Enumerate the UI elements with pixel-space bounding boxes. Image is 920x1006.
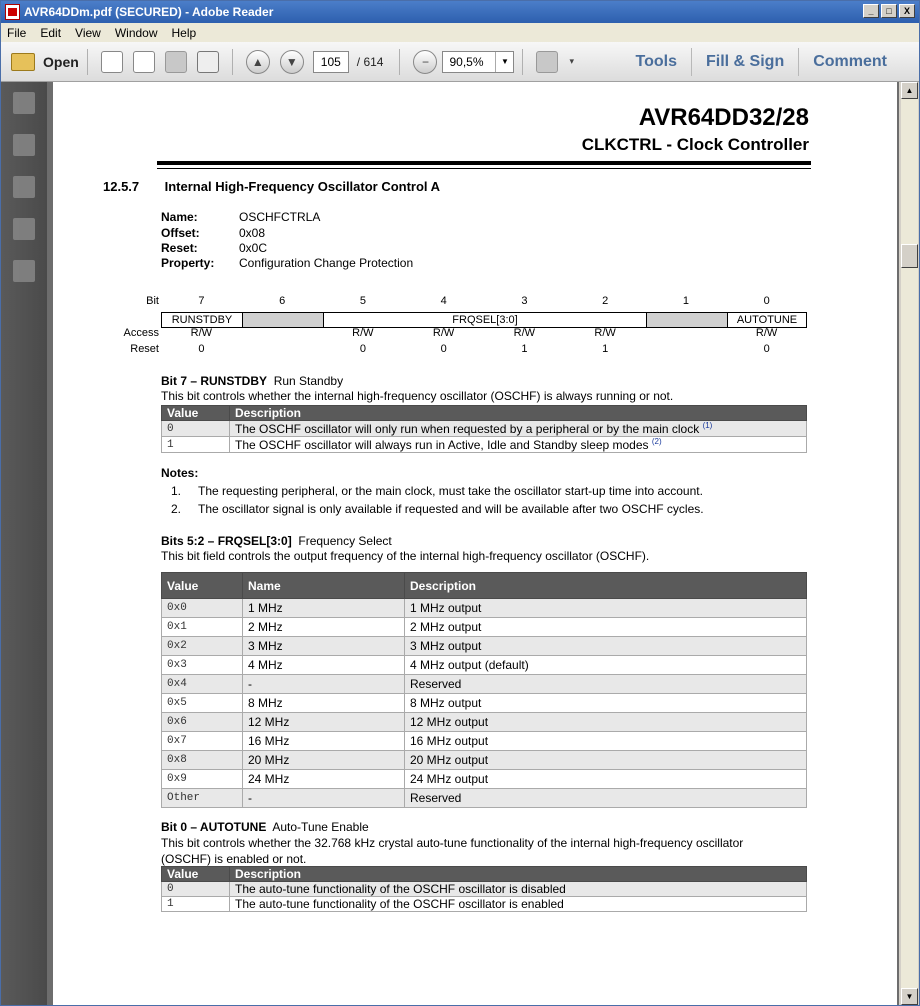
table-cell: 1 MHz [243, 599, 405, 618]
prop-key: Reset: [161, 241, 198, 255]
table-cell [230, 421, 807, 437]
menu-view[interactable]: View [75, 25, 101, 40]
table-cell: 0x0 [162, 599, 243, 618]
reset-value: 0 [440, 343, 447, 355]
prop-offset [161, 226, 265, 240]
table-cell: 24 MHz [243, 770, 405, 789]
access-value: R/W [755, 327, 778, 339]
menu-bar [1, 23, 919, 42]
close-button[interactable]: X [899, 4, 915, 18]
bit-number: 4 [440, 295, 447, 307]
access-label: Access [123, 327, 159, 339]
table-row [162, 882, 807, 897]
lock-icon[interactable] [13, 92, 35, 114]
open-label: Open [43, 53, 79, 70]
next-page-icon[interactable]: ▼ [280, 50, 304, 74]
page-number-input[interactable]: 105 [313, 51, 349, 73]
access-value [242, 327, 323, 339]
prop-key: Offset: [161, 226, 200, 240]
table-cell: 0x8 [162, 751, 243, 770]
table-cell: 8 MHz [243, 694, 405, 713]
section-heading [103, 179, 440, 194]
bit7-heading [161, 374, 343, 388]
zoom-out-icon[interactable]: − [413, 50, 437, 74]
reset-values [161, 343, 807, 355]
fill-sign-button[interactable]: Fill & Sign [706, 53, 785, 70]
access-value [646, 327, 727, 339]
pdf-page [53, 82, 897, 1005]
table-cell: 0x3 [162, 656, 243, 675]
notes-title [161, 466, 198, 480]
table-header: Value [162, 573, 243, 599]
field-reserved [243, 313, 324, 327]
table-cell: 0x5 [162, 694, 243, 713]
prop-value: Configuration Change Protection [239, 256, 414, 270]
fit-page-icon[interactable] [536, 51, 558, 73]
table-header: Description [230, 867, 807, 882]
row-text: The OSCHF oscillator will always run in Active, Idle and Standby sleep modes [235, 438, 649, 452]
attachment-icon[interactable] [13, 218, 35, 240]
window-title: AVR64DDm.pdf (SECURED) - Adobe Reader [24, 5, 274, 19]
access-value: R/W [513, 327, 536, 339]
document-area [47, 82, 899, 1005]
vertical-scrollbar[interactable] [901, 82, 918, 1005]
note-number: 2. [171, 502, 182, 516]
bit-number: 5 [359, 295, 366, 307]
bit0-table [161, 866, 807, 912]
reset-value [242, 343, 323, 355]
frqsel-table [161, 572, 807, 808]
table-cell: 3 MHz output [405, 637, 807, 656]
frqsel-heading-name: Frequency Select [298, 534, 392, 548]
prop-key: Property: [161, 256, 215, 270]
table-header: Name [243, 573, 405, 599]
table-row [162, 675, 807, 694]
note-number: 1. [171, 484, 182, 498]
table-row [162, 770, 807, 789]
reset-value: 1 [602, 343, 609, 355]
minimize-button[interactable]: _ [863, 4, 879, 18]
scroll-down-icon[interactable]: ▼ [901, 988, 918, 1005]
previous-page-icon[interactable]: ▲ [246, 50, 270, 74]
table-cell: - [243, 789, 405, 808]
table-cell: 8 MHz output [405, 694, 807, 713]
bit-label: Bit [146, 295, 159, 307]
footnote-ref[interactable]: (1) [702, 421, 713, 430]
bit-number: 1 [682, 295, 689, 307]
pdf-app-icon [5, 4, 20, 20]
table-row [162, 694, 807, 713]
page-count: / 614 [356, 54, 384, 69]
bit-number: 0 [763, 295, 770, 307]
table-cell: 2 MHz [243, 618, 405, 637]
register-fields [161, 312, 807, 328]
reset-value [646, 343, 727, 355]
toolbar-more-icon[interactable]: ▾ [569, 56, 575, 66]
bit7-table [161, 405, 807, 453]
prop-property [161, 256, 413, 270]
bit7-heading-bold: Bit 7 – RUNSTDBY [161, 374, 268, 388]
table-cell: 1 [162, 437, 230, 453]
table-cell: The auto-tune functionality of the OSCHF oscillator is disabled [230, 882, 807, 897]
zoom-value: 90,5% [449, 54, 484, 69]
table-cell: 4 MHz output (default) [405, 656, 807, 675]
header-rule-thin [157, 168, 811, 169]
tools-button[interactable]: Tools [635, 53, 677, 70]
toolbar-divider [232, 49, 233, 75]
table-cell: Reserved [405, 789, 807, 808]
title-bar [1, 1, 919, 23]
table-cell: 20 MHz [243, 751, 405, 770]
table-cell: 3 MHz [243, 637, 405, 656]
table-header: Value [162, 406, 230, 421]
section-title: Internal High-Frequency Oscillator Control A [164, 179, 441, 194]
reset-value: 1 [521, 343, 528, 355]
menu-file[interactable]: File [7, 25, 27, 40]
comment-button[interactable]: Comment [813, 53, 887, 70]
table-cell: 16 MHz [243, 732, 405, 751]
bit0-heading-name: Auto-Tune Enable [272, 820, 369, 834]
table-row [162, 732, 807, 751]
toolbar-divider [522, 49, 523, 75]
header-rule [157, 161, 811, 165]
open-button[interactable] [11, 53, 79, 71]
menu-help[interactable]: Help [171, 25, 197, 40]
table-cell: 0x1 [162, 618, 243, 637]
table-cell: Reserved [405, 675, 807, 694]
notes-title-text: Notes: [161, 466, 199, 480]
bit-number: 3 [521, 295, 528, 307]
section-number: 12.5.7 [103, 179, 140, 194]
bookmark-icon[interactable] [13, 176, 35, 198]
save-icon[interactable] [165, 51, 187, 73]
print-icon[interactable] [197, 51, 219, 73]
export-pdf-icon[interactable] [133, 51, 155, 73]
menu-edit[interactable]: Edit [40, 25, 62, 40]
table-row [162, 897, 807, 912]
table-cell: 2 MHz output [405, 618, 807, 637]
field-runstdby: RUNSTDBY [162, 313, 243, 327]
table-cell: Other [162, 789, 243, 808]
prop-name [161, 210, 320, 224]
table-cell [230, 437, 807, 453]
prop-value: 0x08 [239, 226, 266, 240]
table-cell: 0x6 [162, 713, 243, 732]
table-cell: 0x2 [162, 637, 243, 656]
doc-header-title: AVR64DD32/28 [638, 104, 809, 131]
folder-icon [11, 53, 35, 71]
bit-number: 6 [279, 295, 286, 307]
access-value: R/W [432, 327, 455, 339]
layers-icon[interactable] [13, 260, 35, 282]
prop-key: Name: [161, 210, 198, 224]
table-row [162, 618, 807, 637]
prop-value: 0x0C [239, 241, 268, 255]
maximize-button[interactable]: □ [881, 4, 897, 18]
table-row [162, 789, 807, 808]
toolbar-divider [399, 49, 400, 75]
frqsel-description: This bit field controls the output frequency of the internal high-frequency oscillator (OSCHF). [161, 549, 650, 563]
table-cell: 16 MHz output [405, 732, 807, 751]
create-pdf-icon[interactable] [101, 51, 123, 73]
prop-reset [161, 241, 267, 255]
table-row [162, 656, 807, 675]
bit0-description: This bit controls whether the 32.768 kHz crystal auto-tune functionality of the internal high-frequency oscillator (OSCHF) is enabled or not. [161, 836, 744, 866]
table-row [162, 421, 807, 437]
table-row [162, 751, 807, 770]
reset-value: 0 [198, 343, 205, 355]
pages-icon[interactable] [13, 134, 35, 156]
table-cell: 0x7 [162, 732, 243, 751]
reset-label: Reset [130, 343, 159, 355]
toolbar [1, 42, 919, 82]
chevron-down-icon[interactable]: ▼ [495, 52, 513, 72]
scroll-thumb[interactable] [901, 244, 918, 268]
table-cell: 0x9 [162, 770, 243, 789]
table-cell: 24 MHz output [405, 770, 807, 789]
zoom-select[interactable] [442, 51, 514, 73]
access-value: R/W [594, 327, 616, 339]
bit7-heading-name: Run Standby [273, 374, 344, 388]
table-row [162, 637, 807, 656]
footnote-ref[interactable]: (2) [651, 437, 662, 446]
frqsel-heading-bold: Bits 5:2 – FRQSEL[3:0] [161, 534, 292, 548]
table-cell: 0 [162, 882, 230, 897]
table-row [162, 437, 807, 453]
bit-number: 7 [198, 295, 205, 307]
field-autotune: AUTOTUNE [736, 314, 798, 326]
bit0-heading [161, 820, 369, 834]
note-item [171, 502, 704, 516]
note-text: The requesting peripheral, or the main clock, must take the oscillator start-up time into account. [198, 484, 703, 498]
access-value: R/W [352, 327, 374, 339]
menu-window[interactable]: Window [114, 25, 158, 40]
note-item [171, 484, 703, 498]
navigation-pane [1, 82, 47, 1005]
field-frqsel: FRQSEL[3:0] [324, 313, 647, 327]
table-cell: 20 MHz output [405, 751, 807, 770]
table-cell: 12 MHz [243, 713, 405, 732]
table-row [162, 713, 807, 732]
bit-number: 2 [602, 295, 609, 307]
access-values [161, 327, 807, 339]
table-cell: 12 MHz output [405, 713, 807, 732]
table-row [162, 599, 807, 618]
table-cell: 1 MHz output [405, 599, 807, 618]
table-header: Description [230, 406, 807, 421]
table-cell: 4 MHz [243, 656, 405, 675]
table-cell: 1 [162, 897, 230, 912]
table-cell: 0x4 [162, 675, 243, 694]
bit7-description: This bit controls whether the internal high-frequency oscillator (OSCHF) is always running or not. [161, 389, 674, 403]
table-cell: - [243, 675, 405, 694]
note-text: The oscillator signal is only available if requested and will be available after two OSCHF cycles. [198, 502, 704, 516]
table-cell: 0 [162, 421, 230, 437]
field-reserved [647, 313, 728, 327]
prop-value: OSCHFCTRLA [239, 210, 321, 224]
row-text: The OSCHF oscillator will only run when requested by a peripheral or by the main clock [235, 422, 700, 436]
bit0-heading-bold: Bit 0 – AUTOTUNE [161, 820, 267, 834]
scroll-up-icon[interactable]: ▲ [901, 82, 918, 99]
access-value: R/W [190, 327, 213, 339]
table-header: Value [162, 867, 230, 882]
bit-numbers [161, 295, 807, 307]
reset-value: 0 [359, 343, 366, 355]
toolbar-divider [87, 49, 88, 75]
table-cell: The auto-tune functionality of the OSCHF oscillator is enabled [230, 897, 807, 912]
reset-value: 0 [763, 343, 770, 355]
frqsel-heading [161, 534, 392, 548]
doc-header-subtitle: CLKCTRL - Clock Controller [581, 135, 809, 154]
table-header: Description [405, 573, 807, 599]
